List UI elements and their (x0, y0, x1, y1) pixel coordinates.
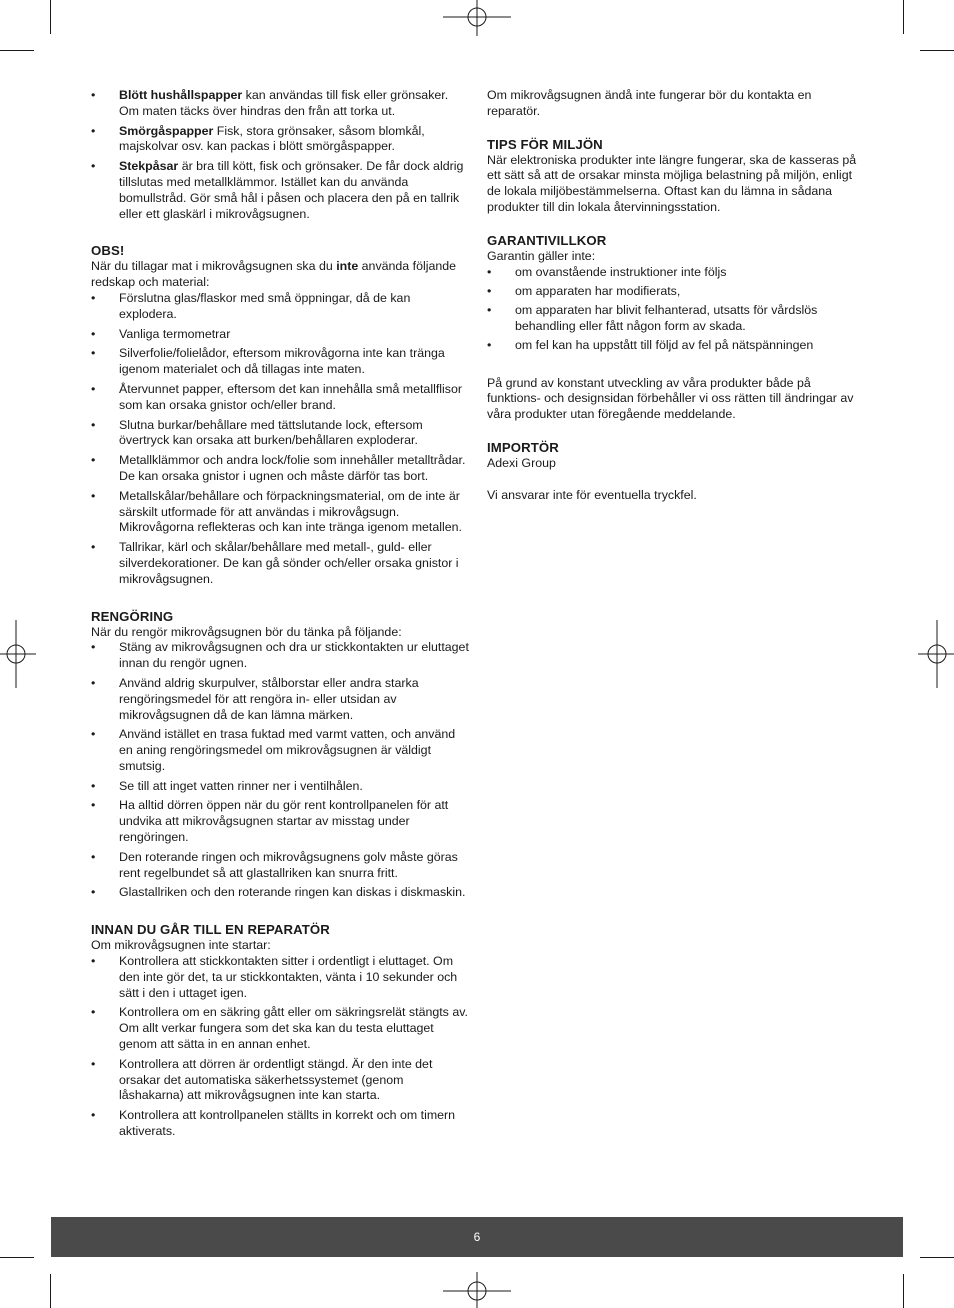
list-item: • Den roterande ringen och mikrovågsugnens golv måste göras rent regelbundet så att glastallriken kan snurra fritt. (91, 850, 469, 882)
left-column (91, 88, 469, 1144)
list-item: • om ovanstående instruktioner inte följs (487, 265, 859, 281)
warranty-note: På grund av konstant utveckling av våra produkter både på funktions- och designsidan förbehåller vi oss rätten till ändringar av våra produkter utan föregående meddelande. (487, 375, 854, 422)
repair-intro: Om mikrovågsugnen inte startar: (91, 938, 271, 953)
list-item: • Kontrollera att stickkontakten sitter i ordentligt i eluttaget. Om den inte gör det, ta ur stickkontakten, vänta i 10 sekunder och sätt i den i uttaget igen. (91, 954, 469, 1001)
obs-intro: När du tillagar mat i mikrovågsugnen ska du inte använda följande redskap och material: (91, 259, 457, 290)
list-item: • Återvunnet papper, eftersom det kan innehålla små metallflisor som kan orsaka gnistor och/eller brand. (91, 382, 469, 414)
right-column (487, 88, 859, 504)
page-number: 6 (473, 1230, 481, 1244)
list-item: • Glastallriken och den roterande ringen kan diskas i diskmaskin. (91, 885, 469, 901)
repair-continuation: Om mikrovågsugnen ändå inte fungerar bör du kontakta en reparatör. (487, 88, 812, 118)
list-item: • Kontrollera att kontrollpanelen ställts in korrekt och om timern aktiverats. (91, 1108, 469, 1140)
crop-mark-top-right-v (903, 0, 904, 34)
warranty-heading: GARANTIVILLKOR (487, 232, 607, 248)
crop-mark-bottom-left-v (50, 1274, 51, 1308)
cleaning-intro: När du rengör mikrovågsugnen bör du tänka på följande: (91, 624, 402, 639)
crop-mark-bottom-right-h (920, 1257, 954, 1258)
list-item: • Smörgåspapper Fisk, stora grönsaker, såsom blomkål, majskolvar osv. kan packas i blött smörgåspapper. (91, 124, 469, 156)
list-item: • om apparaten har blivit felhanterad, utsatts för vårdslös behandling eller fått någon form av skada. (487, 303, 859, 335)
warranty-intro: Garantin gäller inte: (487, 248, 596, 263)
crop-mark-top-left-v (50, 0, 51, 34)
list-item: • Förslutna glas/flaskor med små öppningar, då de kan explodera. (91, 291, 469, 323)
list-item: • om fel kan ha uppstått till följd av fel på nätspänningen (487, 338, 859, 354)
warranty-list (487, 265, 859, 354)
footer-bar (51, 1217, 903, 1257)
registration-mark-left-icon (0, 620, 36, 688)
list-item: • Se till att inget vatten rinner ner i ventilhålen. (91, 779, 469, 795)
printing-disclaimer: Vi ansvarar inte för eventuella tryckfel. (487, 487, 697, 502)
cleaning-list (91, 640, 469, 901)
crop-mark-bottom-left-h (0, 1257, 34, 1258)
list-item: • Metallklämmor och andra lock/folie som innehåller metalltrådar. De kan orsaka gnistor i ugnen och måste därför tas bort. (91, 453, 469, 485)
cleaning-heading: RENGÖRING (91, 608, 174, 624)
list-item: • om apparaten har modifierats, (487, 284, 859, 300)
crop-mark-bottom-right-v (903, 1274, 904, 1308)
environment-text: När elektroniska produkter inte längre fungerar, ska de kasseras på ett sätt så att de orsakar minsta möjliga belastning på miljön, enligt de lokala miljöbestämmelserna. Oftast kan du lämna in sådana produkter till din lokala återvinningsstation. (487, 152, 857, 214)
importer-name: Adexi Group (487, 455, 556, 470)
registration-mark-top-icon (443, 0, 511, 36)
list-item: • Kontrollera att dörren är ordentligt stängd. Är den inte det orsakar det automatiska säkerhetssystemet (genom låshakarna) att mikrovågsugnen inte kan starta. (91, 1057, 469, 1104)
list-item: • Stäng av mikrovågsugnen och dra ur stickkontakten ur eluttaget innan du rengör ugnen. (91, 640, 469, 672)
list-item: • Ha alltid dörren öppen när du gör rent kontrollpanelen för att undvika att mikrovågsugnen startar av misstag under rengöringen. (91, 798, 469, 845)
obs-list (91, 291, 469, 588)
registration-mark-right-icon (918, 620, 954, 688)
list-item: • Kontrollera om en säkring gått eller om säkringsrelät stängts av. Om allt verkar fungera som det ska kan du testa eluttaget genom att sätta in en annan enhet. (91, 1005, 469, 1052)
crop-mark-top-right-h (920, 50, 954, 51)
list-item: • Metallskålar/behållare och förpackningsmaterial, om de inte är särskilt utformade för att användas i mikrovågsugn. Mikrovågorna reflekteras och kan inte tränga igenom metallen. (91, 489, 469, 536)
importer-heading: IMPORTÖR (487, 439, 559, 455)
list-item: • Blött hushållspapper kan användas till fisk eller grönsaker. Om maten täcks över hindras den från att torka ut. (91, 88, 469, 120)
list-item: • Stekpåsar är bra till kött, fisk och grönsaker. De får dock aldrig tillslutas med metallklämmor. Istället kan du använda bomullstråd. Gör små hål i påsen och placera den på en tallrik eller ett glaskärl i mikrovågsugnen. (91, 159, 469, 222)
repair-list (91, 954, 469, 1140)
intro-list (91, 88, 469, 222)
list-item: • Vanliga termometrar (91, 327, 469, 343)
list-item: • Silverfolie/folielådor, eftersom mikrovågorna inte kan tränga igenom materialet och då tillagas inte maten. (91, 346, 469, 378)
list-item: • Tallrikar, kärl och skålar/behållare med metall-, guld- eller silverdekorationer. De kan gå sönder och/eller orsaka gnistor i mikrovågsugnen. (91, 540, 469, 587)
crop-mark-top-left-h (0, 50, 34, 51)
environment-heading: TIPS FÖR MILJÖN (487, 136, 603, 152)
repair-heading: INNAN DU GÅR TILL EN REPARATÖR (91, 922, 330, 938)
list-item: • Använd istället en trasa fuktad med varmt vatten, och använd en aning rengöringsmedel om mikrovågsugnen är väldigt smutsig. (91, 727, 469, 774)
registration-mark-bottom-icon (443, 1272, 511, 1308)
list-item: • Slutna burkar/behållare med tättslutande lock, eftersom övertryck kan orsaka att burken/behållaren exploderar. (91, 418, 469, 450)
obs-heading: OBS! (91, 243, 125, 259)
list-item: • Använd aldrig skurpulver, stålborstar eller andra starka rengöringsmedel för att rengöra in- eller utsidan av mikrovågsugnen då de kan lämna märken. (91, 676, 469, 723)
